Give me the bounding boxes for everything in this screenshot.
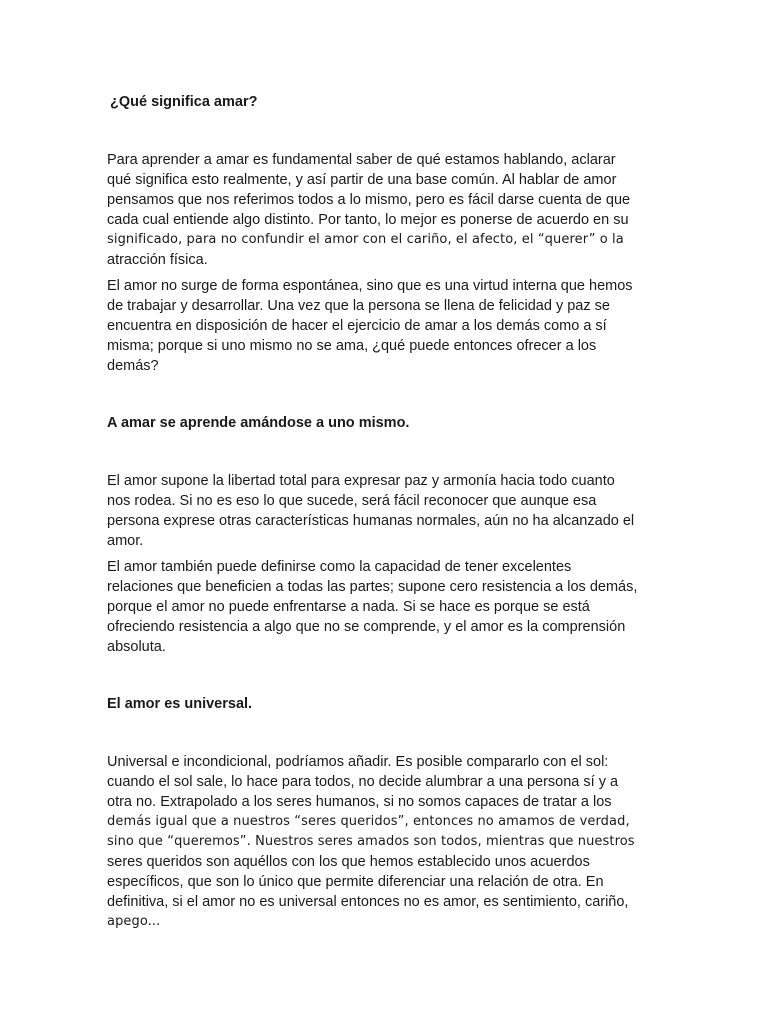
paragraph-line: significado, para no confundir el amor con el cariño, el afecto, el “querer” o la [107, 232, 624, 247]
paragraph-line: de trabajar y desarrollar. Una vez que la persona se llena de felicidad y paz se [107, 298, 610, 314]
document-title: ¿Qué significa amar? [110, 94, 258, 110]
paragraph-line: pensamos que nos referimos todos a lo mismo, pero es fácil darse cuenta de que [107, 192, 631, 208]
paragraph-line: encuentra en disposición de hacer el ejercicio de amar a los demás como a sí [107, 318, 607, 334]
paragraph-line: Universal e incondicional, podríamos añadir. Es posible compararlo con el sol: [107, 754, 609, 770]
paragraph-line: demás igual que a nuestros “seres queridos”, entonces no amamos de verdad, [107, 814, 630, 829]
paragraph-line: sino que “queremos”. Nuestros seres amados son todos, mientras que nuestros [107, 834, 635, 849]
paragraph-line: relaciones que beneficien a todas las partes; supone cero resistencia a los demás, [107, 579, 638, 595]
paragraph-line: demás? [107, 358, 159, 374]
paragraph-2 [107, 276, 667, 376]
paragraph-5 [107, 752, 667, 932]
paragraph-line: misma; porque si uno mismo no se ama, ¿qué puede entonces ofrecer a los [107, 338, 597, 354]
paragraph-line: qué significa esto realmente, y así partir de una base común. Al hablar de amor [107, 172, 617, 188]
paragraph-1 [107, 150, 667, 270]
paragraph-line: El amor también puede definirse como la capacidad de tener excelentes [107, 559, 572, 575]
paragraph-line: persona exprese otras características humanas normales, aún no ha alcanzado el [107, 513, 635, 529]
paragraph-4 [107, 557, 667, 657]
paragraph-line: otra no. Extrapolado a los seres humanos, si no somos capaces de tratar a los [107, 794, 612, 810]
paragraph-line: específicos, que son lo único que permite diferenciar una relación de otra. En [107, 874, 604, 890]
paragraph-line: cada cual entiende algo distinto. Por tanto, lo mejor es ponerse de acuerdo en su [107, 212, 629, 228]
paragraph-line: atracción física. [107, 252, 208, 268]
paragraph-line: seres queridos son aquéllos con los que hemos establecido unos acuerdos [107, 854, 590, 870]
paragraph-line: apego... [107, 914, 161, 929]
paragraph-line: amor. [107, 533, 144, 549]
paragraph-line: cuando el sol sale, lo hace para todos, no decide alumbrar a una persona sí y a [107, 774, 619, 790]
paragraph-3 [107, 471, 667, 551]
paragraph-line: Para aprender a amar es fundamental saber de qué estamos hablando, aclarar [107, 152, 616, 168]
paragraph-line: absoluta. [107, 639, 166, 655]
paragraph-line: ofreciendo resistencia a algo que no se comprende, y el amor es la comprensión [107, 619, 626, 635]
paragraph-line: porque el amor no puede enfrentarse a nada. Si se hace es porque se está [107, 599, 590, 615]
paragraph-line: definitiva, si el amor no es universal entonces no es amor, es sentimiento, cariño, [107, 894, 629, 910]
paragraph-line: El amor supone la libertad total para expresar paz y armonía hacia todo cuanto [107, 473, 615, 489]
section-heading-universal: El amor es universal. [107, 696, 253, 712]
paragraph-line: El amor no surge de forma espontánea, sino que es una virtud interna que hemos [107, 278, 633, 294]
paragraph-line: nos rodea. Si no es eso lo que sucede, será fácil reconocer que aunque esa [107, 493, 597, 509]
section-heading-self-love: A amar se aprende amándose a uno mismo. [107, 415, 410, 431]
